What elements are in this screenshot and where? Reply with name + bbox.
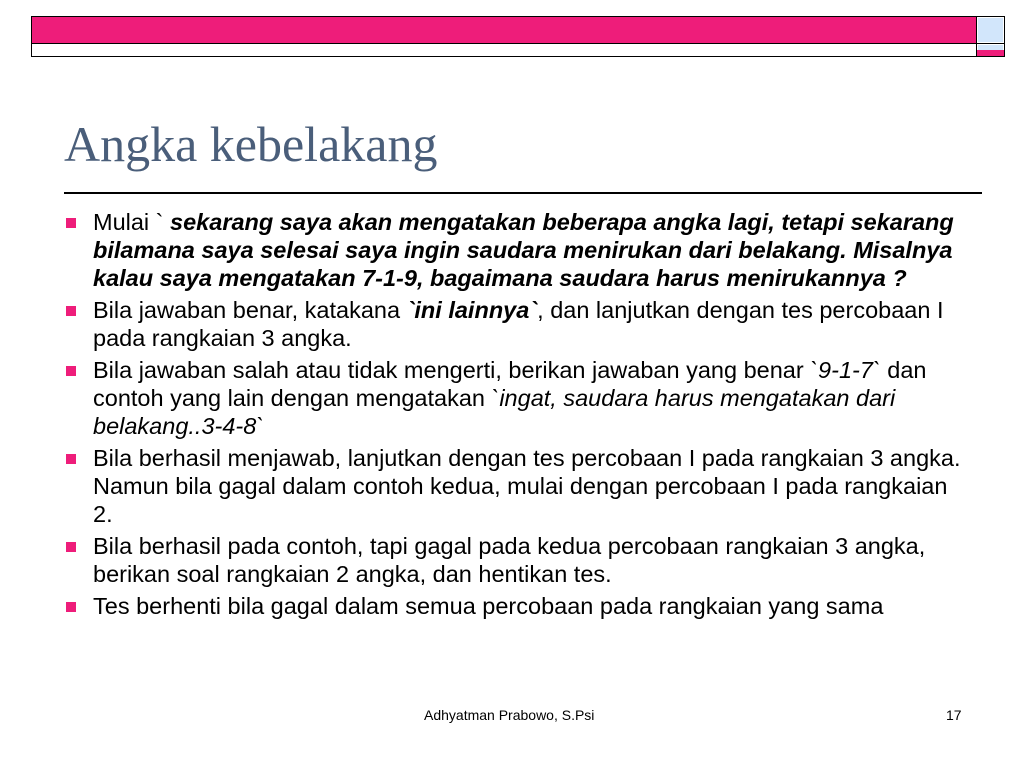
bullet-item: [62, 356, 962, 440]
header-decoration-square: [976, 16, 1005, 57]
bullet-marker-icon: [66, 454, 76, 464]
bullet-text: Bila berhasil pada contoh, tapi gagal pada kedua percobaan rangkaian 3 angka, berikan soal rangkaian 2 angka, dan hentikan tes.: [93, 533, 926, 587]
bullet-item: [62, 208, 962, 292]
bullet-marker-icon: [66, 218, 76, 228]
bullet-list: [62, 208, 962, 624]
bullet-emphasis: `ini lainnya`: [406, 297, 538, 323]
bullet-item: [62, 296, 962, 352]
bullet-text: Bila berhasil menjawab, lanjutkan dengan tes percobaan I pada rangkaian 3 angka. Namun bila gagal dalam contoh kedua, mulai dengan percobaan I pada rangkaian 2.: [93, 445, 961, 527]
bullet-item: [62, 444, 962, 528]
bullet-text: dan contoh yang lain dengan mengatakan: [93, 357, 927, 411]
footer-author: Adhyatman Prabowo, S.Psi: [424, 707, 595, 723]
bullet-item: [62, 532, 962, 588]
header-decoration-bar: [31, 16, 977, 57]
bullet-emphasis: `ingat, saudara harus mengatakan dari belakang..3-4-8`: [93, 385, 896, 439]
bullet-emphasis: `9-1-7`: [810, 357, 881, 383]
bullet-text: Mulai `: [93, 209, 171, 235]
title-divider: [64, 192, 982, 194]
bullet-marker-icon: [66, 366, 76, 376]
bullet-text: Tes berhenti bila gagal dalam semua percobaan pada rangkaian yang sama: [93, 593, 884, 619]
bullet-text: Bila jawaban benar, katakana: [93, 297, 407, 323]
bullet-marker-icon: [66, 542, 76, 552]
bullet-item: [62, 592, 962, 620]
bullet-text: , dan lanjutkan dengan tes percobaan I pada rangkaian 3 angka.: [93, 297, 944, 351]
page-number: 17: [946, 707, 962, 723]
bullet-emphasis: sekarang saya akan mengatakan beberapa angka lagi, tetapi sekarang bilamana saya selesai saya ingin saudara menirukan dari belakang. Misalnya kalau saya mengatakan 7-1-9, bagaimana saudara harus menirukannya ?: [93, 209, 954, 291]
bullet-text: Bila jawaban salah atau tidak mengerti, berikan jawaban yang benar: [93, 357, 811, 383]
bullet-marker-icon: [66, 306, 76, 316]
bullet-marker-icon: [66, 602, 76, 612]
slide-title: Angka kebelakang: [64, 116, 438, 172]
header-pink-band: [32, 17, 976, 43]
